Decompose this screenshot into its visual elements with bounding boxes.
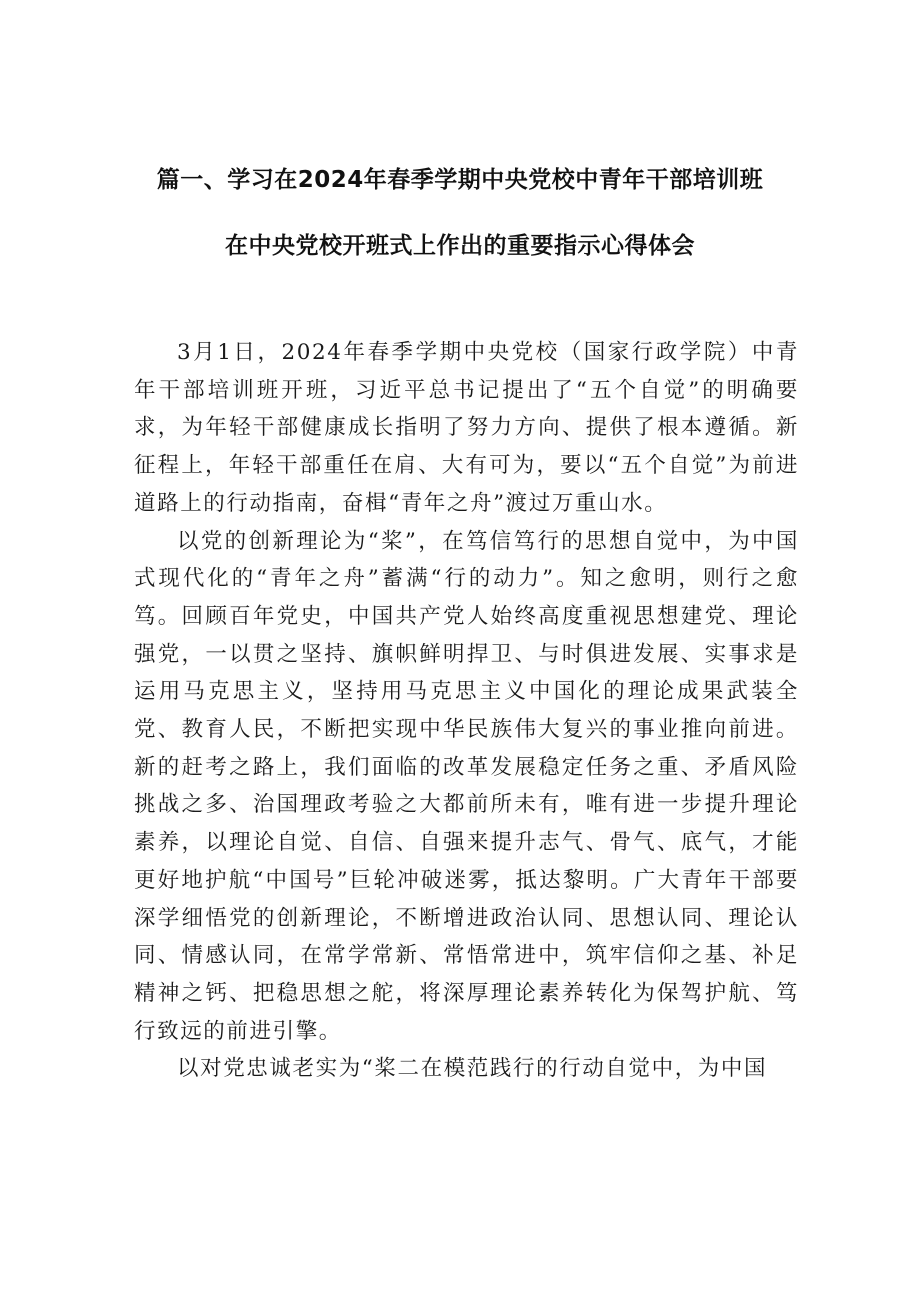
title-line-1: 篇一、学习在2024年春季学期中央党校中青年干部培训班 [156,167,764,193]
document-body [134,334,799,1088]
paragraph-3: 以对党忠诚老实为“桨二在模范践行的行动自觉中，为中国 [177,1056,768,1082]
paragraph-1: 3月1日，2024年春季学期中央党校（国家行政学院）中青年干部培训班开班，习近平总书记提出了“五个自觉”的明确要求，为年轻干部健康成长指明了努力方向、提供了根本遵循。新征程上，年轻干部重任在肩、大有可为，要以“五个自觉”为前进道路上的行动指南，奋楫“青年之舟”渡过万重山水。 [134,340,799,516]
title-line-2: 在中央党校开班式上作出的重要指示心得体会 [225,233,695,259]
paragraph-2: 以党的创新理论为“桨”，在笃信笃行的思想自觉中，为中国式现代化的“青年之舟”蓄满“行的动力”。知之愈明，则行之愈笃。回顾百年党史，中国共产党人始终高度重视思想建党、理论强党，一以贯之坚持、旗帜鲜明捍卫、与时俱进发展、实事求是运用马克思主义，坚持用马克思主义中国化的理论成果武装全党、教育人民，不断把实现中华民族伟大复兴的事业推向前进。新的赶考之路上，我们面临的改革发展稳定任务之重、矛盾风险挑战之多、治国理政考验之大都前所未有，唯有进一步提升理论素养，以理论自觉、自信、自强来提升志气、骨气、底气，才能更好地护航“中国号”巨轮冲破迷雾，抵达黎明。广大青年干部要深学细悟党的创新理论，不断增进政治认同、思想认同、理论认同、情感认同，在常学常新、常悟常进中，筑牢信仰之基、补足精神之钙、把稳思想之舵，将深厚理论素养转化为保驾护航、笃行致远的前进引擎。 [134,528,799,1044]
